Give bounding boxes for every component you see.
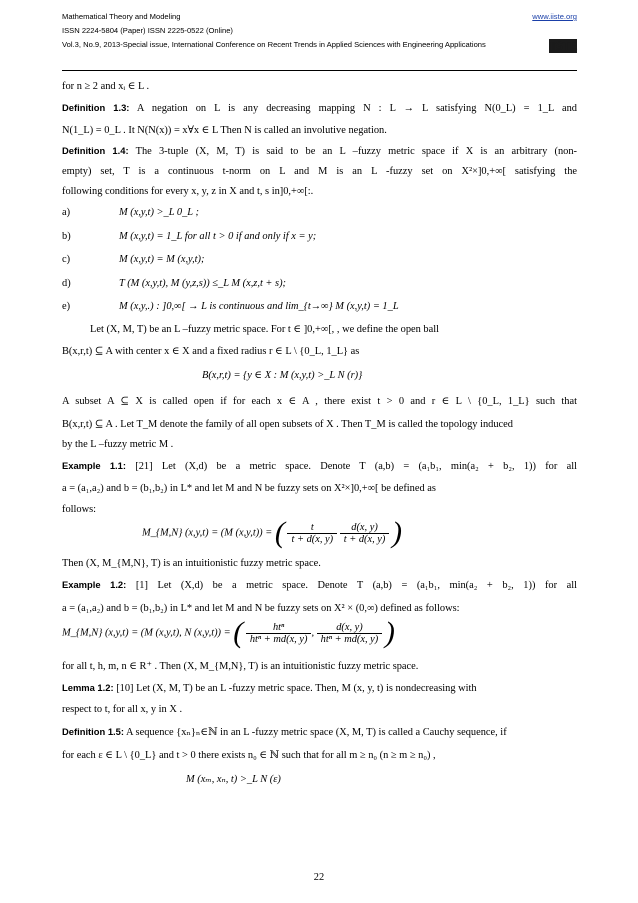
volume-line: Vol.3, No.9, 2013-Special issue, International Conference on Recent Trends in Applied Sciences with Engineering Applications	[62, 40, 486, 49]
text-line: a = (a₁,a₂) and b = (b₁,b₂) in L* and let M and N be fuzzy sets on X²×]0,+∞[ be defined as	[62, 483, 436, 494]
numerator: htⁿ	[246, 622, 312, 634]
left-paren: (	[274, 516, 285, 549]
example-1-2	[62, 579, 577, 591]
text-line: B(x,r,t) ⊆ A with center x ∈ X and a fixed radius r ∈ L \ {0_L, 1_L} as	[62, 346, 360, 357]
cauchy-condition-equation: M (xₘ, xₙ, t) >_L N (ε)	[186, 774, 281, 785]
lemma-text: [10] Let (X, M, T) be an L -fuzzy metric space. Then, M (x, y, t) is nondecreasing with	[116, 683, 477, 694]
issn-line: ISSN 2224-5804 (Paper) ISSN 2225-0522 (Online)	[62, 26, 233, 35]
text-line: Then (X, M_{M,N}, T) is an intuitionistic fuzzy metric space.	[62, 558, 321, 569]
iiste-logo: IISTE	[549, 39, 577, 53]
condition-a-label: a)	[62, 207, 71, 218]
page-number: 22	[313, 872, 325, 883]
text-line: Let (X, M, T) be an L –fuzzy metric space. For t ∈ ]0,+∞[, , we define the open ball	[90, 324, 440, 335]
text-line: B(x,r,t) ⊆ A . Let T_M denote the family of all open subsets of X . Then T_M is called the topology induced	[62, 419, 513, 430]
text-line: empty) set, T is a continuous t-norm on L and M is an L -fuzzy set on X²×]0,+∞[ satisfying the	[62, 166, 577, 177]
numerator: d(x, y)	[317, 622, 383, 634]
fraction	[317, 622, 383, 645]
text-line: for all t, h, m, n ∈ R⁺ . Then (X, M_{M,N}, T) is an intuitionistic fuzzy metric space.	[62, 661, 419, 672]
example-label: Example 1.2:	[62, 579, 127, 590]
lemma-label: Lemma 1.2:	[62, 682, 114, 693]
left-paren: (	[233, 616, 244, 649]
numerator: t	[287, 522, 337, 534]
condition-c-label: c)	[62, 254, 71, 265]
text-line: by the L –fuzzy metric M .	[62, 439, 174, 450]
example-1-1	[62, 460, 577, 472]
fraction	[246, 622, 312, 645]
example-text: [1] Let (X,d) be a metric space. Denote T (a,b) = (a₁b₁, min(a₂ + b₂, 1)) for all	[135, 580, 577, 591]
condition-e: M (x,y,.) : ]0,∞[ → L is continuous and lim_{t→∞} M (x,y,t) = 1_L	[119, 301, 399, 312]
numerator: d(x, y)	[340, 522, 390, 534]
definition-label: Definition 1.3:	[62, 102, 130, 113]
text-line: a = (a₁,a₂) and b = (b₁,b₂) in L* and let M and N be fuzzy sets on X² × (0,∞) defined as follows:	[62, 603, 460, 614]
example-1-1-equation	[142, 518, 402, 548]
open-ball-equation: B(x,r,t) = {y ∈ X : M (x,y,t) >_L N (r)}	[202, 370, 363, 381]
condition-c: M (x,y,t) = M (x,y,t);	[119, 254, 205, 265]
condition-b: M (x,y,t) = 1_L for all t > 0 if and only if x = y;	[119, 231, 317, 242]
lemma-1-2	[62, 682, 477, 694]
right-paren: )	[384, 616, 395, 649]
definition-label: Definition 1.5:	[62, 726, 124, 737]
text-line: A subset A ⊆ X is called open if for each x ∈ A , there exist t > 0 and r ∈ L \ {0_L, 1_L} such that	[62, 396, 577, 407]
definition-1-4	[62, 145, 577, 157]
fraction	[340, 522, 390, 545]
fraction	[287, 522, 337, 545]
running-header	[62, 10, 577, 52]
equation-lhs: M_{M,N} (x,y,t) = (M (x,y,t)) =	[142, 527, 273, 539]
example-label: Example 1.1:	[62, 460, 126, 471]
denominator: htⁿ + md(x, y)	[320, 633, 379, 645]
text-line: following conditions for every x, y, z in X and t, s in]0,+∞[:.	[62, 186, 314, 197]
equation-lhs: M_{M,N} (x,y,t) = (M (x,y,t), N (x,y,t)) =	[62, 627, 231, 639]
denominator: t + d(x, y)	[343, 533, 386, 545]
right-paren: )	[391, 516, 402, 549]
condition-d: T (M (x,y,t), M (y,z,s)) ≤_L M (x,z,t + s);	[119, 278, 287, 289]
journal-name: Mathematical Theory and Modeling	[62, 12, 181, 21]
text-line: N(1_L) = 0_L . It N(N(x)) = x∀x ∈ L Then N is called an involutive negation.	[62, 125, 387, 136]
denominator: htⁿ + md(x, y)	[249, 633, 308, 645]
definition-label: Definition 1.4:	[62, 145, 129, 156]
text-line: respect to t, for all x, y in X .	[62, 704, 183, 715]
condition-b-label: b)	[62, 231, 71, 242]
condition-a: M (x,y,t) >_L 0_L ;	[119, 207, 199, 218]
definition-text: A negation on L is any decreasing mapping N : L → L satisfying N(0_L) = 1_L and	[136, 103, 577, 114]
definition-text: The 3-tuple (X, M, T) is said to be an L –fuzzy metric space if X is an arbitrary (non-	[135, 146, 577, 157]
definition-1-3	[62, 102, 577, 114]
denominator: t + d(x, y)	[291, 533, 334, 545]
condition-e-label: e)	[62, 301, 71, 312]
definition-1-5	[62, 726, 507, 738]
text-line: follows:	[62, 504, 97, 515]
definition-text: A sequence {xₙ}ₙ∈ℕ in an L -fuzzy metric space (X, M, T) is called a Cauchy sequence, if	[126, 727, 507, 738]
text-line: for n ≥ 2 and xᵢ ∈ L .	[62, 81, 150, 92]
text-line: for each ε ∈ L \ {0_L} and t > 0 there exists n₀ ∈ ℕ such that for all m ≥ n₀ (n ≥ m ≥ n₀) ,	[62, 750, 436, 761]
example-1-2-equation: M_{M,N} (x,y,t) = (M (x,y,t), N (x,y,t)) = ( $\frac{\text{htⁿ}}{\text{htⁿ + md(x, y)}}$ , $\frac{d(x, y)}{\text{htⁿ + md(x, y)}}$ )	[62, 616, 395, 649]
example-text: [21] Let (X,d) be a metric space. Denote T (a,b) = (a₁b₁, min(a₂ + b₂, 1)) for all	[135, 461, 577, 472]
condition-d-label: d)	[62, 278, 71, 289]
journal-url-link[interactable]: www.iiste.org	[532, 12, 577, 21]
header-rule	[62, 70, 577, 71]
